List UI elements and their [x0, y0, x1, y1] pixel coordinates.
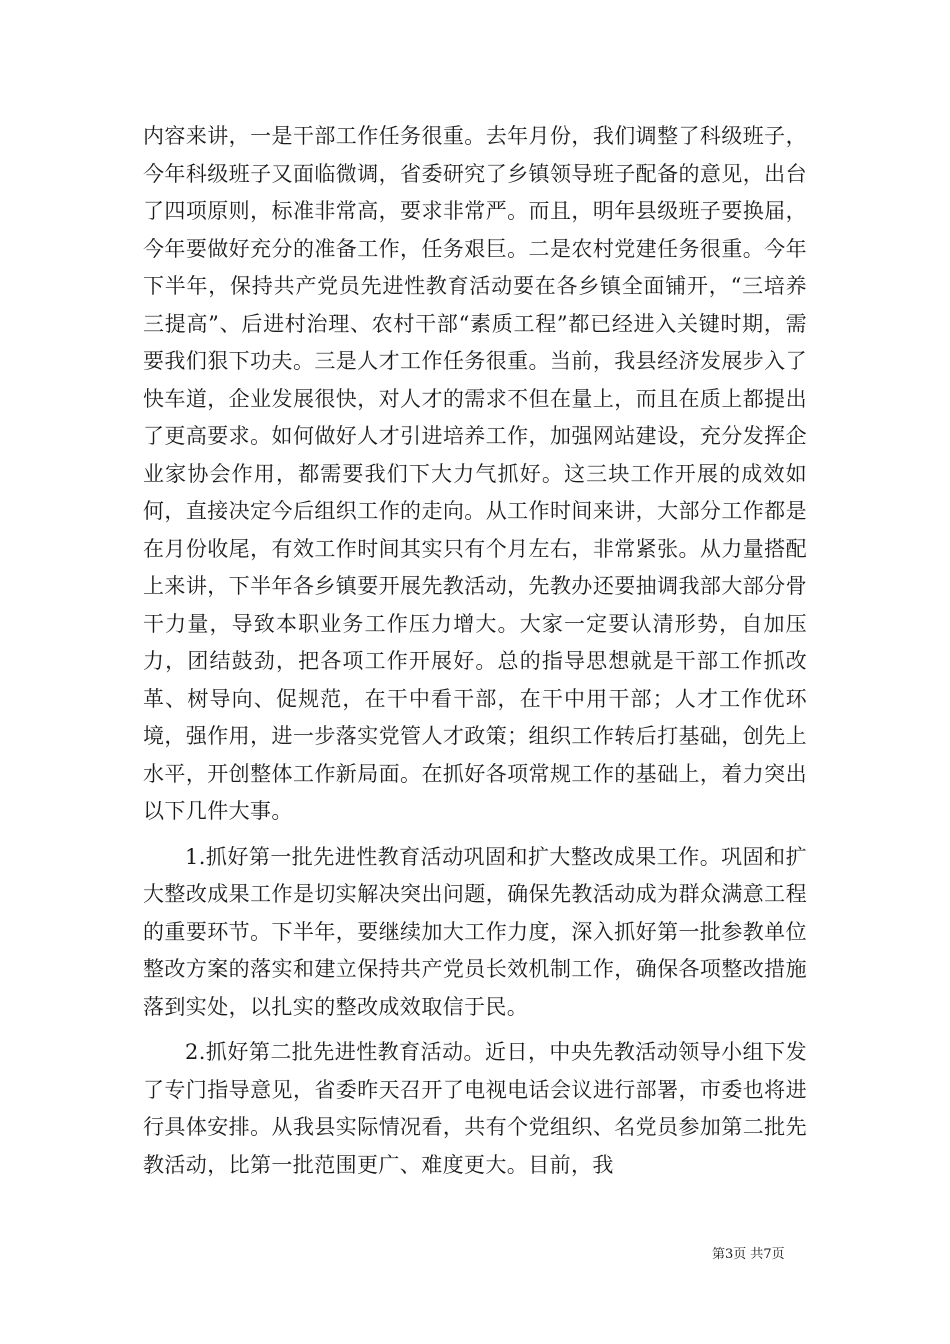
body-paragraph-1: 内容来讲，一是干部工作任务很重。去年月份，我们调整了科级班子，今年科级班子又面临微调，省委研究了乡镇领导班子配备的意见，出台了四项原则，标准非常高，要求非常严。而且，明年县级班子要换届，今年要做好充分的准备工作，任务艰巨。二是农村党建任务很重。今年下半年，保持共产党员先进性教育活动要在各乡镇全面铺开，“三培养三提高”、后进村治理、农村干部“素质工程”都已经进入关键时期，需要我们狠下功夫。三是人才工作任务很重。当前，我县经济发展步入了快车道，企业发展很快，对人才的需求不但在量上，而且在质上都提出了更高要求。如何做好人才引进培养工作，加强网站建设，充分发挥企业家协会作用，都需要我们下大力气抓好。这三块工作开展的成效如何，直接决定今后组织工作的走向。从工作时间来讲，大部分工作都是在月份收尾，有效工作时间其实只有个月左右，非常紧张。从力量搭配上来讲，下半年各乡镇要开展先教活动，先教办还要抽调我部大部分骨干力量，导致本职业务工作压力增大。大家一定要认清形势，自加压力，团结鼓劲，把各项工作开展好。总的指导思想就是干部工作抓改革、树导向、促规范，在干中看干部，在干中用干部；人才工作优环境，强作用，进一步落实党管人才政策；组织工作转后打基础，创先上水平，开创整体工作新局面。在抓好各项常规工作的基础上，着力突出以下几件大事。 [143, 124, 807, 823]
document-body [143, 118, 807, 1184]
body-paragraph-2: 1.抓好第一批先进性教育活动巩固和扩大整改成果工作。巩固和扩大整改成果工作是切实解决突出问题，确保先教活动成为群众满意工程的重要环节。下半年，要继续加大工作力度，深入抓好第一批参教单位整改方案的落实和建立保持共产党员长效机制工作，确保各项整改措施落到实处，以扎实的整改成效取信于民。 [143, 844, 807, 1019]
body-paragraph-3: 2.抓好第二批先进性教育活动。近日，中央先教活动领导小组下发了专门指导意见，省委昨天召开了电视电话会议进行部署，市委也将进行具体安排。从我县实际情况看，共有个党组织、名党员参加第二批先教活动，比第一批范围更广、难度更大。目前，我 [143, 1040, 807, 1177]
page-number-footer: 第3页 共7页 [712, 1247, 785, 1262]
